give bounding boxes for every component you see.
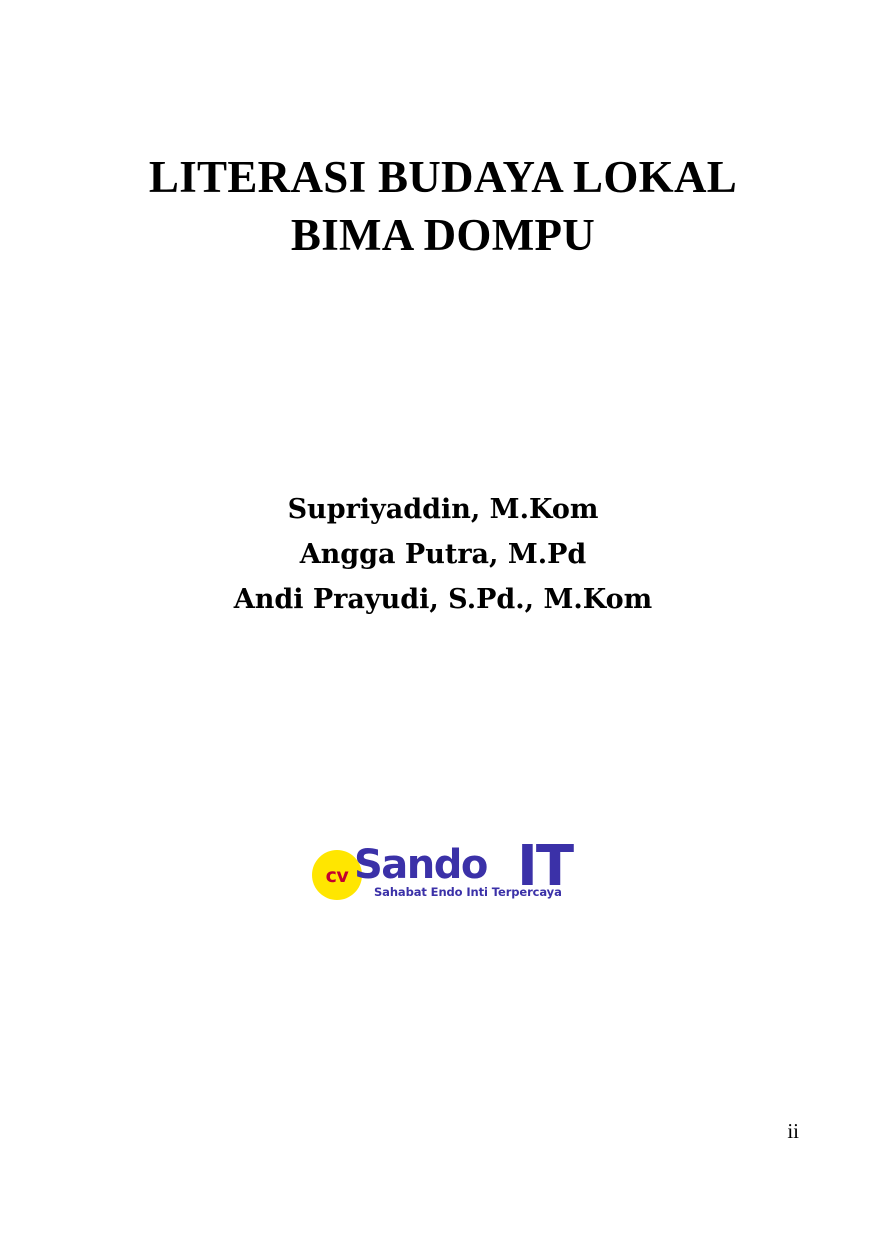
author-name-3: Andi Prayudi, S.Pd., M.Kom <box>233 584 653 615</box>
cv-badge-label: cv <box>325 865 349 887</box>
publisher-logo <box>0 836 886 908</box>
publisher-logo-graphic <box>312 836 574 908</box>
publisher-tagline: Sahabat Endo Inti Terpercaya <box>374 885 562 899</box>
book-title-line-1: LITERASI BUDAYA LOKAL <box>148 152 738 202</box>
book-title-line-2: BIMA DOMPU <box>290 210 596 260</box>
author-list <box>0 487 886 622</box>
book-title <box>0 148 886 264</box>
author-name-2: Angga Putra, M.Pd <box>299 539 587 570</box>
publisher-wordmark-suffix: IT <box>517 834 573 899</box>
author-name-1: Supriyaddin, M.Kom <box>287 494 599 525</box>
page-number: ii <box>787 1119 799 1143</box>
publisher-wordmark: Sando <box>354 842 487 888</box>
